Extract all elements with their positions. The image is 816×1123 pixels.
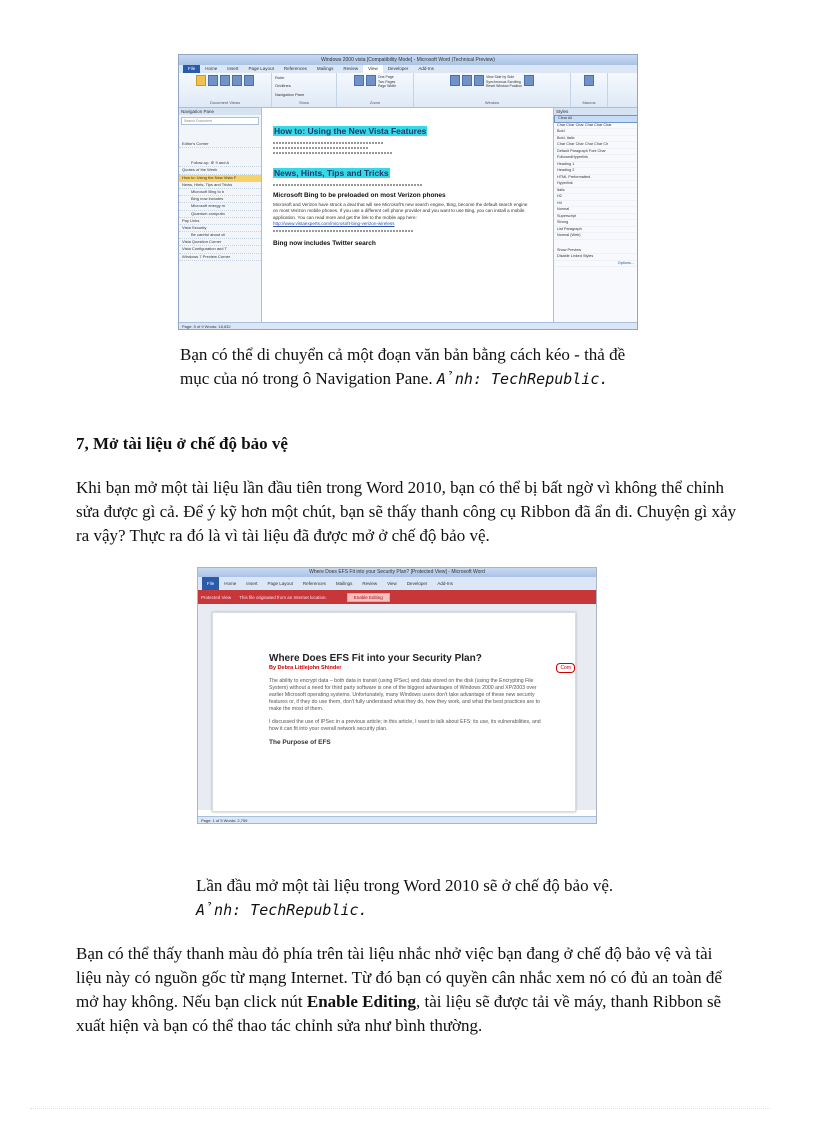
nav-heading-item[interactable]: Windows 7 Preview Corner (179, 254, 261, 261)
ribbon-tabs (198, 577, 596, 590)
section-paragraph: Khi bạn mở một tài liệu lần đầu tiên trong Word 2010, bạn có thể bị bất ngờ vì không thể chỉnh sửa được gì cả. Để ý kỹ hơn một chút, bạn sẽ thấy thanh công cụ Ribbon đã ẩn đi. Chuyện gì xảy ra vậy? Thực ra đó là vì tài liệu đã được mở ở chế độ bảo vệ. (76, 478, 737, 545)
style-item[interactable]: Bold (554, 129, 638, 136)
tab-references[interactable]: References (302, 581, 326, 586)
tab-add-ins[interactable]: Add-Ins (418, 66, 434, 71)
ribbon-group-zoom (337, 73, 414, 107)
one-page-button[interactable]: One Page (377, 75, 394, 79)
synchronous-scrolling-button[interactable]: Synchronous Scrolling (486, 79, 521, 84)
protected-view-bar (198, 590, 596, 604)
style-item[interactable]: Superscript (554, 214, 638, 221)
group-label: Zoom (369, 100, 381, 105)
tab-add-ins[interactable]: Add-Ins (437, 581, 453, 586)
style-item[interactable]: Heading 2 (554, 168, 638, 175)
doc-article-link[interactable]: http://www.vistaexperts.com/microsoft-bing-verizon-wireless (273, 220, 395, 226)
style-item[interactable]: Clear All (554, 115, 638, 123)
nav-heading-item[interactable]: Bing now includes (179, 196, 261, 203)
nav-heading-item[interactable]: News, Hints, Tips and Tricks (179, 182, 261, 189)
style-item[interactable]: Char Char Char Char Char Ch (554, 142, 638, 149)
two-pages-button[interactable]: Two Pages (377, 79, 396, 84)
group-label: Macros (582, 100, 596, 105)
nav-heading-item[interactable]: Editor's Corner (179, 141, 261, 148)
search-document-input[interactable]: Search Document (181, 117, 259, 125)
nav-heading-item[interactable]: Pay Links (179, 218, 261, 225)
style-item[interactable]: H4 (554, 201, 638, 208)
caption-credit: Ảnh: TechRepublic. (196, 901, 368, 919)
window-title: Windows 2000 vista [Compatibility Mode] - Microsoft Word (Technical Preview) (179, 55, 637, 65)
style-item[interactable]: Hyperlink (554, 181, 638, 188)
style-item[interactable]: H2 (554, 194, 638, 201)
tab-home[interactable]: Home (205, 66, 218, 71)
tab-mailings[interactable]: Mailings (316, 66, 334, 71)
window-title: Where Does EFS Fit into your Security Plan? [Protected View] - Microsoft Word (198, 568, 596, 577)
figure-caption-1 (180, 343, 640, 391)
view-side-by-side-button[interactable]: View Side by Side (486, 75, 515, 79)
navigation-pane-checkbox[interactable]: Navigation Pane (275, 91, 305, 97)
group-label: Show (298, 99, 309, 105)
ribbon-group-show (272, 73, 337, 107)
style-item[interactable]: HTML Preformatted (554, 175, 638, 182)
tab-mailings[interactable]: Mailings (335, 581, 353, 586)
disable-linked-styles-checkbox[interactable]: Disable Linked Styles (554, 254, 638, 261)
zoom-100-icon[interactable] (366, 75, 376, 86)
status-bar: Page: 1 of 5 Words: 2,759 (198, 816, 596, 823)
web-layout-icon[interactable] (220, 75, 230, 86)
document-page[interactable] (212, 612, 576, 812)
ribbon (179, 73, 637, 108)
nav-heading-item[interactable]: Quotes of the Week (179, 167, 261, 174)
nav-heading-item[interactable]: Quantum computin (179, 211, 261, 218)
group-label: Document Views (210, 100, 240, 105)
tab-review[interactable]: Review (362, 581, 378, 586)
outline-icon[interactable] (232, 75, 242, 86)
macros-icon[interactable] (584, 75, 594, 86)
ruler-checkbox[interactable]: Ruler (275, 75, 285, 80)
tab-insert[interactable]: Insert (227, 66, 239, 71)
style-item[interactable]: Bold, Italic (554, 136, 638, 143)
doc-heading-1: How to: Using the New Vista Features (274, 126, 427, 136)
tab-file[interactable]: File (202, 577, 219, 590)
doc-article-title: Microsoft Bing to be preloaded on most Verizon phones (273, 192, 446, 199)
tab-home[interactable]: Home (224, 581, 237, 586)
arrange-all-icon[interactable] (462, 75, 472, 86)
styles-options-link[interactable]: Options... (554, 261, 638, 268)
group-label: Window (484, 100, 500, 105)
tab-review[interactable]: Review (343, 66, 359, 71)
doc-para-1: The ability to encrypt data – both data in transit (using IPSec) and data stored on the disk (using the Encrypting File System) without a need for third party software is one of the biggest advantages of Windows 2000 and XP/2003 over earlier Microsoft operating systems. Unfortunately, many Windows users don't take advantage of these new security features or, if they do use them, don't fully understand what they do, how they work, and what the best practices are to make the most of them. (269, 678, 540, 712)
status-bar: Page: 5 of 9 Words: 18,632 (179, 322, 637, 329)
nav-heading-item[interactable]: Be careful about cli (179, 232, 261, 239)
nav-heading-item[interactable]: Follow-up: IE 9 and A (179, 160, 261, 167)
styles-pane-title: Styles (554, 108, 638, 115)
reset-window-position-button[interactable]: Reset Window Position (486, 84, 522, 88)
caption-text: Bạn có thể di chuyển cả một đoạn văn bản bằng cách kéo - thả đề mục của nó trong ô Navigation Pane. (180, 345, 626, 388)
enable-editing-term: Enable Editing (306, 992, 417, 1011)
nav-heading-item[interactable]: Vista Configuration and T (179, 246, 261, 253)
ribbon-group-macros (571, 73, 608, 107)
screenshot-word-navigation-pane (178, 54, 638, 330)
split-icon[interactable] (474, 75, 484, 86)
switch-windows-icon[interactable] (524, 75, 534, 86)
tab-developer[interactable]: Developer (406, 581, 428, 586)
style-item[interactable]: List Paragraph (554, 227, 638, 234)
style-item[interactable]: Normal (554, 207, 638, 214)
caption-credit: Ảnh: TechRepublic. (436, 370, 609, 388)
paragraph-text: Bạn có thể thấy thanh màu đỏ phía trên tài liệu nhắc nhở việc bạn đang ở chế độ bảo vệ và tài liệu này có nguồn gốc từ mạng Internet. Từ đó bạn có quyền cân nhắc xem nó có đủ an toàn để mở hay không. Nếu bạn click nút (76, 944, 722, 1011)
doc-next-title: Bing now includes Twitter search (273, 240, 376, 248)
new-window-icon[interactable] (450, 75, 460, 86)
doc-title: Where Does EFS Fit into your Security Plan? (269, 653, 482, 664)
navigation-pane (179, 108, 262, 322)
doc-section-heading: The Purpose of EFS (269, 739, 331, 746)
doc-para-2: I discussed the use of IPSec in a previous article; in this article, I want to talk about EFS: its use, its vulnerabilities, and how it can fit into your overall network security plan. (269, 719, 541, 732)
closing-paragraph (76, 942, 741, 1038)
enable-editing-button[interactable]: Enable Editing (347, 593, 390, 602)
screenshot-word-protected-view (197, 567, 597, 824)
print-layout-icon[interactable] (196, 75, 206, 86)
ribbon-tabs (179, 65, 637, 73)
tab-insert[interactable]: Insert (246, 581, 258, 586)
style-item[interactable]: Normal (Web) (554, 233, 638, 240)
style-item[interactable]: Heading 1 (554, 162, 638, 169)
tab-references[interactable]: References (283, 66, 307, 71)
style-item[interactable]: Default Paragraph Font Char (554, 149, 638, 156)
ribbon-group-window (414, 73, 571, 107)
comment-balloon[interactable]: Com (556, 663, 575, 673)
nav-heading-item[interactable]: Microsoft energy m (179, 203, 261, 210)
document-page[interactable] (269, 113, 537, 321)
style-item[interactable]: Italic (554, 188, 638, 195)
section-heading: 7, Mở tài liệu ở chế độ bảo vệ (76, 434, 288, 453)
tab-developer[interactable]: Developer (387, 66, 409, 71)
style-item[interactable]: FollowedHyperlink (554, 155, 638, 162)
tab-page-layout[interactable]: Page Layout (248, 66, 274, 71)
ribbon-group-document-views (179, 73, 272, 107)
nav-heading-item-selected[interactable]: How to: Using the New Vista F (179, 175, 261, 182)
tab-view[interactable]: View (363, 65, 383, 73)
show-preview-checkbox[interactable]: Show Preview (554, 248, 638, 255)
navigation-pane-title: Navigation Pane (179, 108, 261, 115)
caption-text: Lần đầu mở một tài liệu trong Word 2010 sẽ ở chế độ bảo vệ. (196, 876, 614, 895)
draft-icon[interactable] (244, 75, 254, 86)
page-width-button[interactable]: Page Width (377, 84, 397, 88)
tab-view[interactable]: View (387, 581, 397, 586)
doc-heading-2: News, Hints, Tips and Tricks (274, 168, 389, 178)
page-footer-divider (30, 1108, 770, 1109)
doc-article-body: Microsoft and Verizon have struck a deal that will see Microsoft's new search engine, Bing, become the default search engine on most Verizon mobile phones. If you use a different cell phone provider and you want to use Bing, you can install a mobile application. You can read more and get the link to the mobile app here: (273, 202, 528, 220)
style-item[interactable]: Strong (554, 220, 638, 227)
doc-byline: By Debra Littlejohn Shinder (269, 665, 342, 671)
paragraph-text: , tài liệu sẽ được tải về máy, thanh Ribbon sẽ xuất hiện và bạn có thể thao tác chỉnh sửa như bình thường. (76, 992, 722, 1035)
zoom-icon[interactable] (354, 75, 364, 86)
nav-heading-item[interactable]: Vista Security (179, 225, 261, 232)
nav-heading-item[interactable]: Microsoft Bing to b (179, 189, 261, 196)
protected-view-label: Protected View (201, 594, 232, 600)
style-item[interactable]: Char Char Char Char Char Char (554, 123, 638, 130)
tab-page-layout[interactable]: Page Layout (267, 581, 293, 586)
figure-caption-2 (196, 874, 616, 922)
full-screen-reading-icon[interactable] (208, 75, 218, 86)
protected-view-message: This file originated from an Internet location. (239, 594, 327, 600)
styles-pane (553, 108, 638, 322)
gridlines-checkbox[interactable]: Gridlines (275, 83, 291, 89)
document-area (198, 604, 596, 810)
tab-file[interactable]: File (183, 65, 200, 73)
nav-heading-item[interactable]: Vista Question Corner (179, 239, 261, 246)
